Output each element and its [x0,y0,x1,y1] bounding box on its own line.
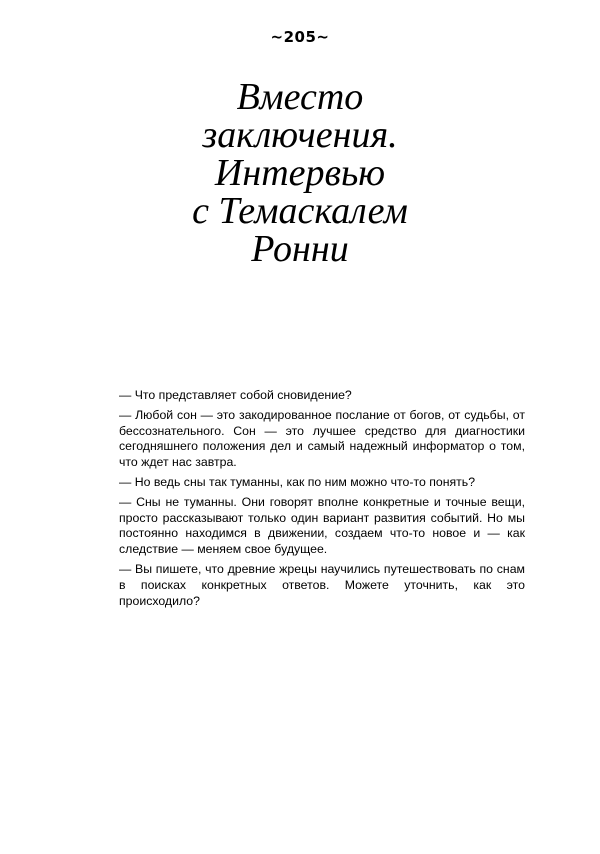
chapter-title-line: Интервью [214,152,386,194]
paragraph-answer: — Сны не туманны. Они говорят вполне конкретные и точные вещи, просто рассказывают только один вариант развития событий. Но мы постоянно находимся в движении, создаем что-то новое и — как следствие — меняем свое будущее. [119,494,525,557]
paragraph-question: — Но ведь сны так туманны, как по ним можно что-то понять? [119,474,476,489]
paragraph-question: — Вы пишете, что древние жрецы научились путешествовать по снам в поисках конкретных ответов. Можете уточнить, как это происходило? [119,561,525,608]
paragraph-answer: — Любой сон — это закодированное послание от богов, от судьбы, от бессознательного. Сон — это лучшее средство для диагностики сегодняшнего положения дел и самый надежный информатор о том, что ждет нас завтра. [119,407,525,470]
paragraph-question: — Что представляет собой сновидение? [119,388,352,402]
chapter-title-line: Вместо [236,76,364,118]
body-text [119,388,525,613]
chapter-title-line: Ронни [251,228,349,270]
page-number: ~205~ [270,28,330,46]
chapter-title-line: заключения. [202,114,398,156]
chapter-title [0,78,600,268]
chapter-title-line: с Темаскалем [192,190,408,232]
